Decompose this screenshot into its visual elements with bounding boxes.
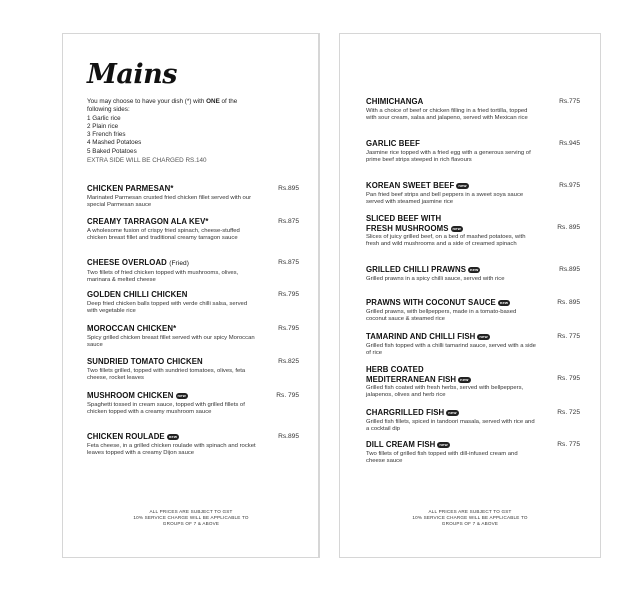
sides-intro	[87, 98, 237, 165]
menu-item	[366, 365, 580, 400]
footer-line: GROUPS OF 7 & ABOVE	[441, 521, 499, 526]
intro-text-end: of the	[219, 98, 238, 105]
item-price: Rs.795	[278, 291, 299, 298]
new-badge: new	[460, 376, 469, 382]
menu-item	[87, 258, 299, 284]
item-price: Rs.895	[278, 185, 299, 192]
item-name	[366, 440, 450, 450]
item-price: Rs.895	[559, 266, 580, 273]
item-name: MOROCCAN CHICKEN*	[87, 324, 177, 333]
menu-item	[87, 290, 299, 315]
new-badge: new	[448, 410, 457, 415]
menu-item	[366, 332, 580, 357]
new-badge: new	[470, 267, 479, 272]
menu-page-right	[339, 33, 601, 558]
page-title: Mains	[87, 59, 177, 90]
item-name: GOLDEN CHILLI CHICKEN	[87, 290, 188, 299]
item-description: Grilled fish coated with fresh herbs, served with bellpeppers, jalapenos, olives and herb rice	[366, 385, 524, 399]
item-description: Spaghetti tossed in cream sauce, topped with grilled fillets of chicken topped with a creamy mushroom sauce	[87, 401, 245, 415]
item-name-text: CHEESE OVERLOAD	[87, 258, 167, 267]
menu-item	[366, 214, 580, 249]
item-description: Two fillets of grilled fish topped with dill-infused cream and cheese sauce	[366, 450, 518, 464]
side-item: 5 Baked Potatoes	[87, 147, 137, 155]
page-footer	[340, 509, 600, 527]
item-description: Feta cheese, in a grilled chicken roulade with spinach and rocket leaves topped with a creamy Dijon sauce	[87, 442, 256, 456]
item-price: Rs.825	[278, 358, 299, 365]
menu-item	[366, 408, 580, 433]
item-name	[87, 391, 188, 401]
page-divider	[318, 33, 319, 558]
menu-item	[87, 357, 299, 382]
item-name-text: DILL CREAM FISH	[366, 440, 436, 449]
item-price: Rs.795	[278, 325, 299, 332]
item-name-text: HERB COATED	[366, 365, 424, 374]
item-name	[366, 408, 459, 418]
new-badge: new	[168, 434, 178, 439]
item-price: Rs. 775	[557, 441, 580, 448]
item-name	[87, 258, 189, 269]
item-price: Rs.875	[278, 259, 299, 266]
menu-item	[87, 432, 299, 457]
item-name	[366, 332, 490, 342]
new-badge: new	[479, 334, 488, 339]
menu-item	[366, 139, 580, 164]
item-price: Rs.945	[559, 140, 580, 147]
side-item: 4 Mashed Potatoes	[87, 139, 142, 147]
intro-line	[87, 98, 237, 106]
item-name-line-2: FRESH MUSHROOMS	[366, 223, 449, 233]
menu-item	[87, 324, 299, 349]
item-name: CHIMICHANGA	[366, 97, 424, 106]
intro-text: You may choose to have your dish (*) with	[87, 98, 207, 105]
footer-line: ALL PRICES ARE SUBJECT TO GST	[149, 509, 233, 514]
page-footer	[63, 509, 319, 527]
item-description: Grilled prawns in a spicy chilli sauce, served with rice	[366, 275, 505, 282]
item-description: Two fillets grilled, topped with sundried tomatoes, olives, feta cheese, rocket leaves	[87, 367, 246, 381]
menu-item	[87, 217, 299, 242]
item-description: Spicy grilled chicken breast fillet served with our spicy Moroccan sauce	[87, 334, 255, 348]
item-price: Rs. 895	[557, 299, 580, 306]
item-description: Deep fried chicken balls topped with verde chilli salsa, served with vegetable rice	[87, 300, 248, 314]
item-name-text: SLICED BEEF WITH	[366, 214, 442, 223]
item-note: (Fried)	[169, 260, 190, 267]
item-name: CREAMY TARRAGON ALA KEV*	[87, 217, 209, 226]
sides-list	[87, 115, 237, 156]
item-name: SUNDRIED TOMATO CHICKEN	[87, 357, 203, 366]
item-price: Rs.975	[559, 182, 580, 189]
side-item: 2 Plain rice	[87, 122, 119, 130]
intro-bold: ONE	[206, 98, 220, 105]
item-price: Rs. 795	[557, 375, 580, 382]
item-name	[366, 298, 510, 308]
menu-item	[366, 97, 580, 122]
item-description: Grilled prawns, with bellpeppers, made in a tomato-based coconut sauce & steamed rice	[366, 308, 517, 322]
new-badge: new	[499, 300, 509, 305]
item-description: Marinated Parmesan crusted fried chicken fillet served with our special Parmesan sauce	[87, 194, 252, 208]
item-description: Pan fried beef strips and bell peppers in a sweet soya sauce served with steamed jasmine rice	[366, 191, 524, 205]
item-name	[366, 214, 463, 233]
item-price: Rs. 895	[557, 224, 580, 231]
menu-item	[366, 440, 580, 465]
item-price: Rs. 775	[557, 333, 580, 340]
new-badge: new	[177, 393, 186, 398]
item-name-line-2: MEDITERRANEAN FISH	[366, 374, 457, 384]
menu-item	[87, 184, 299, 209]
item-description: Grilled fish fillets, spiced in tandoori masala, served with rice and a cocktail dip	[366, 418, 535, 432]
item-price: Rs.875	[278, 218, 299, 225]
item-description: A wholesome fusion of crispy fried spinach, cheese-stuffed chicken breast fillet and traditional creamy tarragon sauce	[87, 227, 240, 241]
item-price: Rs. 795	[276, 392, 299, 399]
side-item: 1 Garlic rice	[87, 114, 121, 122]
new-badge: new	[458, 183, 467, 188]
footer-line: ALL PRICES ARE SUBJECT TO GST	[428, 509, 512, 514]
item-description: With a choice of beef or chicken filling in a fried tortilla, topped with sour cream, salsa and jalapeno, served with Mexican rice	[366, 107, 528, 121]
footer-line: 10% SERVICE CHARGE WILL BE APPLICABLE TO	[133, 515, 249, 520]
item-name-text: CHARGRILLED FISH	[366, 408, 445, 417]
item-price: Rs.895	[278, 433, 299, 440]
item-description: Grilled fish topped with a chilli tamarind sauce, served with a side of rice	[366, 342, 536, 356]
footer-line: GROUPS OF 7 & ABOVE	[162, 521, 220, 526]
item-name-text: PRAWNS WITH COCONUT SAUCE	[366, 298, 496, 307]
item-name	[366, 365, 471, 384]
side-item: 3 French fries	[87, 131, 126, 139]
item-name-text: GRILLED CHILLI PRAWNS	[366, 265, 466, 274]
menu-item	[366, 265, 580, 283]
intro-line-2: following sides:	[87, 106, 130, 114]
item-name	[366, 265, 480, 275]
item-name-text: CHICKEN ROULADE	[87, 432, 165, 441]
footer-line: 10% SERVICE CHARGE WILL BE APPLICABLE TO	[412, 515, 528, 520]
item-name	[87, 432, 179, 442]
item-name-text: TAMARIND AND CHILLI FISH	[366, 332, 476, 341]
item-name: GARLIC BEEF	[366, 139, 420, 148]
item-price: Rs.775	[559, 98, 580, 105]
item-description: Slices of juicy grilled beef, on a bed of mashed potatoes, with fresh and wild mushrooms and a side of creamed spinach	[366, 234, 526, 248]
menu-page-left	[62, 33, 320, 558]
item-description: Jasmine rice topped with a fried egg with a generous serving of prime beef strips steeped in rich flavours	[366, 149, 531, 163]
item-price: Rs. 725	[557, 409, 580, 416]
item-description: Two fillets of fried chicken topped with mushrooms, olives, marinara & melted cheese	[87, 269, 239, 283]
menu-item	[87, 391, 299, 416]
item-name: CHICKEN PARMESAN*	[87, 184, 174, 193]
new-badge: new	[439, 442, 448, 447]
item-name-text: KOREAN SWEET BEEF	[366, 181, 455, 190]
extra-side-note: EXTRA SIDE WILL BE CHARGED RS.140	[87, 157, 207, 165]
item-name	[366, 181, 469, 191]
menu-item	[366, 298, 580, 323]
new-badge: new	[452, 225, 461, 231]
item-name-text: MUSHROOM CHICKEN	[87, 391, 174, 400]
menu-item	[366, 181, 580, 206]
